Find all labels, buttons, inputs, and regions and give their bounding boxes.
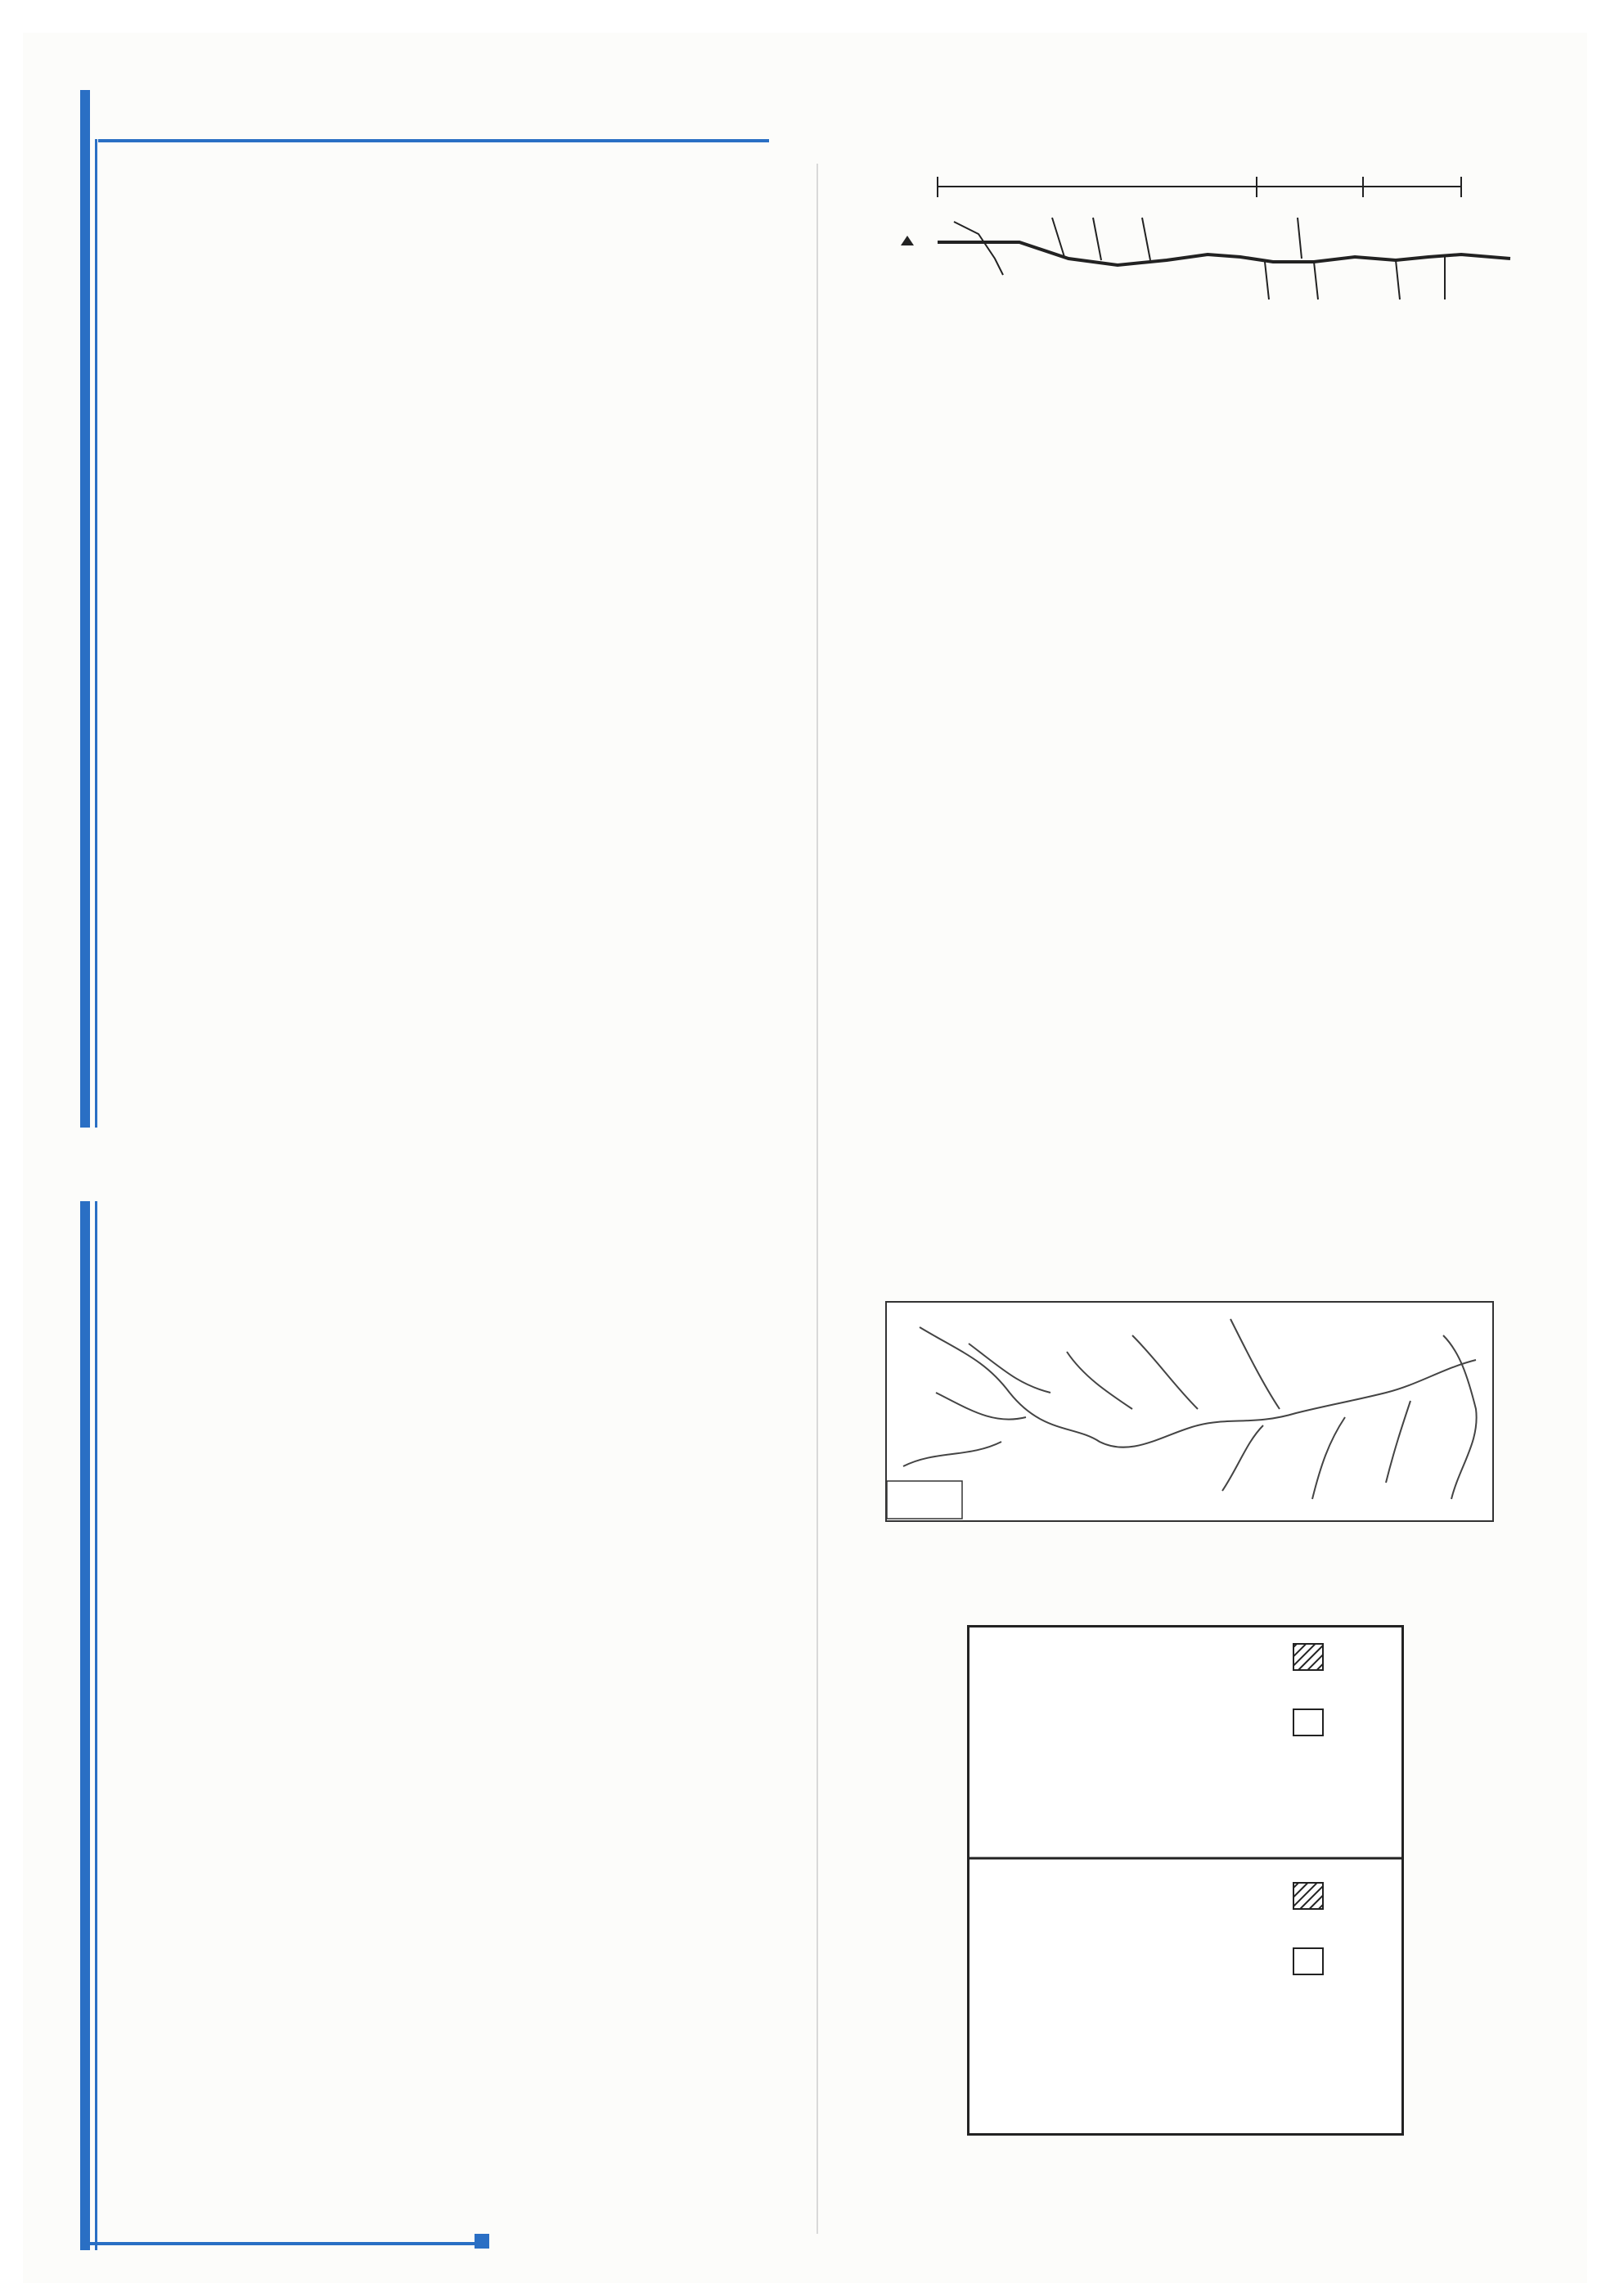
figure-1-map: [885, 1301, 1494, 1522]
figure-2-charts: [969, 1627, 1401, 2133]
yangtze-river-diagram: [856, 160, 1527, 340]
climate-chart-container: [115, 175, 779, 748]
footer-square: [475, 2234, 489, 2249]
answer-2: [177, 790, 200, 826]
map-drawing: [887, 1303, 1492, 1520]
figure-2: [967, 1625, 1404, 2136]
climate-chart: [115, 175, 779, 748]
page-header: [82, 92, 1145, 141]
river-diagram-container: [856, 160, 1527, 340]
header-rule: [98, 139, 769, 142]
column-divider: [816, 164, 818, 2234]
footer-rule: [80, 2242, 481, 2245]
page-number-tab: [80, 1128, 103, 1201]
right-column: [856, 160, 1527, 340]
left-column: [115, 175, 779, 836]
